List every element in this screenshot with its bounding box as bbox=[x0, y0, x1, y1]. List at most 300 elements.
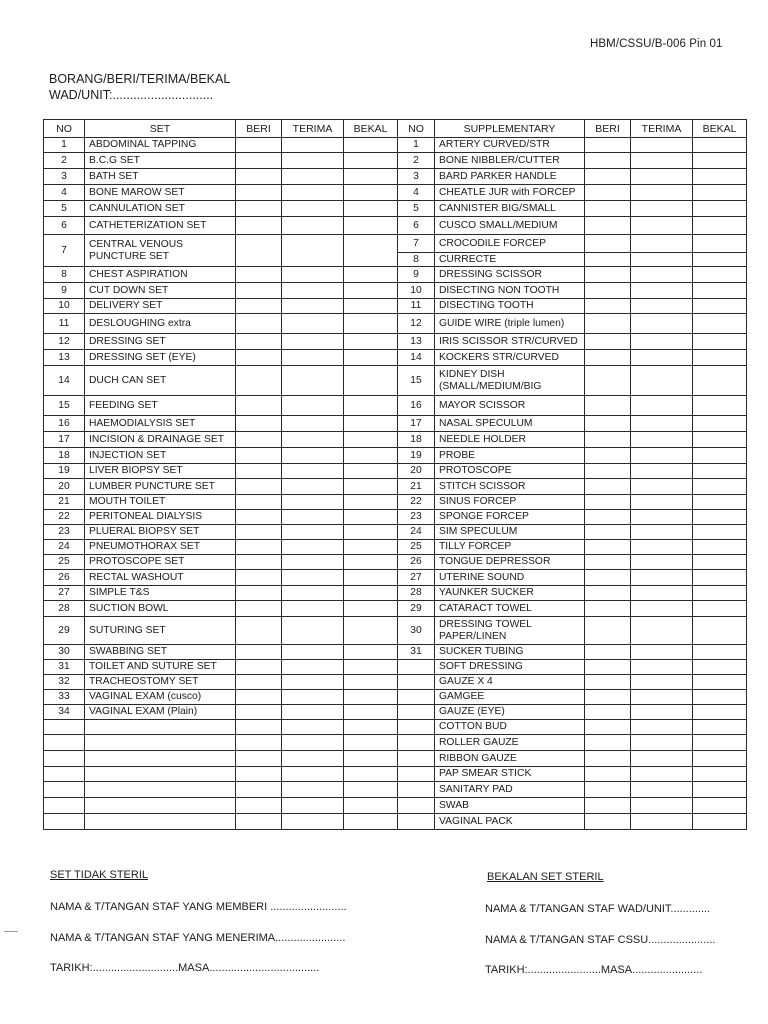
supplementary-bekal-cell[interactable] bbox=[693, 396, 747, 416]
form-title: BORANG/BERI/TERIMA/BEKAL bbox=[49, 72, 231, 86]
supplementary-beri-cell[interactable] bbox=[585, 350, 631, 366]
beri-cell[interactable] bbox=[236, 751, 282, 767]
bekal-cell[interactable] bbox=[344, 267, 398, 283]
terima-cell[interactable] bbox=[282, 814, 344, 830]
supplementary-beri-cell[interactable] bbox=[585, 814, 631, 830]
bekal-cell[interactable] bbox=[344, 299, 398, 314]
terima-cell[interactable] bbox=[282, 617, 344, 645]
table-row bbox=[44, 283, 747, 299]
beri-cell[interactable] bbox=[236, 555, 282, 570]
supplementary-beri-cell[interactable] bbox=[585, 138, 631, 153]
bekal-cell[interactable] bbox=[344, 283, 398, 299]
terima-cell[interactable] bbox=[282, 525, 344, 540]
supplementary-beri-cell[interactable] bbox=[585, 798, 631, 814]
supplementary-terima-cell[interactable] bbox=[631, 299, 693, 314]
terima-cell[interactable] bbox=[282, 479, 344, 495]
terima-cell[interactable] bbox=[282, 235, 344, 267]
supplementary-terima-cell[interactable] bbox=[631, 555, 693, 570]
supplementary-terima-cell[interactable] bbox=[631, 525, 693, 540]
supplementary-bekal-cell[interactable] bbox=[693, 601, 747, 617]
supplementary-bekal-cell[interactable] bbox=[693, 169, 747, 185]
beri-cell[interactable] bbox=[236, 396, 282, 416]
set-name: BATH SET bbox=[85, 169, 236, 185]
beri-cell[interactable] bbox=[236, 586, 282, 601]
supplementary-terima-cell[interactable] bbox=[631, 479, 693, 495]
supplementary-bekal-cell[interactable] bbox=[693, 448, 747, 464]
supplementary-beri-cell[interactable] bbox=[585, 540, 631, 555]
beri-cell[interactable] bbox=[236, 645, 282, 660]
supplementary-bekal-cell[interactable] bbox=[693, 267, 747, 283]
beri-cell[interactable] bbox=[236, 153, 282, 169]
supplementary-terima-cell[interactable] bbox=[631, 448, 693, 464]
beri-cell[interactable] bbox=[236, 416, 282, 432]
bekal-cell[interactable] bbox=[344, 570, 398, 586]
supplementary-beri-cell[interactable] bbox=[585, 586, 631, 601]
beri-cell[interactable] bbox=[236, 540, 282, 555]
bekal-cell[interactable] bbox=[344, 675, 398, 690]
supplementary-bekal-cell[interactable] bbox=[693, 299, 747, 314]
bekal-cell[interactable] bbox=[344, 350, 398, 366]
bekal-cell[interactable] bbox=[344, 767, 398, 782]
bekal-cell[interactable] bbox=[344, 782, 398, 798]
beri-cell[interactable] bbox=[236, 314, 282, 334]
set-name bbox=[85, 814, 236, 830]
supplementary-number: 3 bbox=[398, 169, 435, 185]
supplementary-terima-cell[interactable] bbox=[631, 153, 693, 169]
beri-cell[interactable] bbox=[236, 798, 282, 814]
supplementary-number: 31 bbox=[398, 645, 435, 660]
supplementary-number: 10 bbox=[398, 283, 435, 299]
supplementary-bekal-cell[interactable] bbox=[693, 366, 747, 396]
supplementary-number: 14 bbox=[398, 350, 435, 366]
beri-cell[interactable] bbox=[236, 366, 282, 396]
bekal-cell[interactable] bbox=[344, 334, 398, 350]
terima-cell[interactable] bbox=[282, 540, 344, 555]
beri-cell[interactable] bbox=[236, 267, 282, 283]
beri-cell[interactable] bbox=[236, 235, 282, 267]
beri-cell[interactable] bbox=[236, 464, 282, 479]
terima-cell[interactable] bbox=[282, 416, 344, 432]
supplementary-terima-cell[interactable] bbox=[631, 645, 693, 660]
supplementary-beri-cell[interactable] bbox=[585, 432, 631, 448]
beri-cell[interactable] bbox=[236, 479, 282, 495]
terima-cell[interactable] bbox=[282, 299, 344, 314]
supplementary-number: 8 bbox=[398, 253, 435, 267]
supplementary-bekal-cell[interactable] bbox=[693, 510, 747, 525]
header-no-supplementary: NO bbox=[398, 120, 435, 138]
supplementary-bekal-cell[interactable] bbox=[693, 495, 747, 510]
terima-cell[interactable] bbox=[282, 396, 344, 416]
supplementary-bekal-cell[interactable] bbox=[693, 153, 747, 169]
terima-cell[interactable] bbox=[282, 690, 344, 705]
supplementary-beri-cell[interactable] bbox=[585, 705, 631, 720]
supplementary-terima-cell[interactable] bbox=[631, 217, 693, 235]
cssu-staff-signature-line[interactable]: NAMA & T/TANGAN STAF CSSU...................... bbox=[485, 934, 716, 946]
supplementary-item: DRESSING TOWEL PAPER/LINEN bbox=[435, 617, 585, 645]
table-row bbox=[44, 396, 747, 416]
supplementary-terima-cell[interactable] bbox=[631, 617, 693, 645]
supplementary-beri-cell[interactable] bbox=[585, 169, 631, 185]
supplementary-number: 30 bbox=[398, 617, 435, 645]
beri-cell[interactable] bbox=[236, 334, 282, 350]
terima-cell[interactable] bbox=[282, 705, 344, 720]
supplementary-terima-cell[interactable] bbox=[631, 601, 693, 617]
beri-cell[interactable] bbox=[236, 217, 282, 235]
ward-unit-field[interactable]: WAD/UNIT:............................. bbox=[49, 88, 214, 102]
supplementary-terima-cell[interactable] bbox=[631, 350, 693, 366]
supplementary-bekal-cell[interactable] bbox=[693, 675, 747, 690]
supplementary-beri-cell[interactable] bbox=[585, 153, 631, 169]
supplementary-bekal-cell[interactable] bbox=[693, 617, 747, 645]
supplementary-terima-cell[interactable] bbox=[631, 675, 693, 690]
terima-cell[interactable] bbox=[282, 645, 344, 660]
terima-cell[interactable] bbox=[282, 153, 344, 169]
supplementary-terima-cell[interactable] bbox=[631, 570, 693, 586]
receiver-signature-line[interactable]: NAMA & T/TANGAN STAF YANG MENERIMA....................... bbox=[50, 932, 346, 944]
terima-cell[interactable] bbox=[282, 495, 344, 510]
bekal-cell[interactable] bbox=[344, 235, 398, 267]
bekal-cell[interactable] bbox=[344, 720, 398, 735]
beri-cell[interactable] bbox=[236, 299, 282, 314]
terima-cell[interactable] bbox=[282, 283, 344, 299]
supplementary-terima-cell[interactable] bbox=[631, 798, 693, 814]
beri-cell[interactable] bbox=[236, 601, 282, 617]
supplementary-beri-cell[interactable] bbox=[585, 299, 631, 314]
set-number: 29 bbox=[44, 617, 85, 645]
supplementary-terima-cell[interactable] bbox=[631, 586, 693, 601]
supplementary-bekal-cell[interactable] bbox=[693, 735, 747, 751]
supplementary-bekal-cell[interactable] bbox=[693, 479, 747, 495]
beri-cell[interactable] bbox=[236, 690, 282, 705]
bekal-cell[interactable] bbox=[344, 798, 398, 814]
supplementary-terima-cell[interactable] bbox=[631, 782, 693, 798]
supplementary-beri-cell[interactable] bbox=[585, 601, 631, 617]
beri-cell[interactable] bbox=[236, 495, 282, 510]
terima-cell[interactable] bbox=[282, 767, 344, 782]
date-time-line-right[interactable]: TARIKH:........................MASA....................... bbox=[485, 964, 703, 976]
beri-cell[interactable] bbox=[236, 735, 282, 751]
bekal-cell[interactable] bbox=[344, 464, 398, 479]
terima-cell[interactable] bbox=[282, 201, 344, 217]
supplementary-terima-cell[interactable] bbox=[631, 334, 693, 350]
terima-cell[interactable] bbox=[282, 735, 344, 751]
beri-cell[interactable] bbox=[236, 720, 282, 735]
supplementary-bekal-cell[interactable] bbox=[693, 283, 747, 299]
supplementary-bekal-cell[interactable] bbox=[693, 432, 747, 448]
terima-cell[interactable] bbox=[282, 432, 344, 448]
set-name: TRACHEOSTOMY SET bbox=[85, 675, 236, 690]
supplementary-bekal-cell[interactable] bbox=[693, 464, 747, 479]
bekal-cell[interactable] bbox=[344, 690, 398, 705]
terima-cell[interactable] bbox=[282, 510, 344, 525]
bekal-cell[interactable] bbox=[344, 645, 398, 660]
bekal-cell[interactable] bbox=[344, 153, 398, 169]
bekal-cell[interactable] bbox=[344, 586, 398, 601]
bekal-cell[interactable] bbox=[344, 617, 398, 645]
set-number: 2 bbox=[44, 153, 85, 169]
terima-cell[interactable] bbox=[282, 782, 344, 798]
supplementary-bekal-cell[interactable] bbox=[693, 201, 747, 217]
beri-cell[interactable] bbox=[236, 185, 282, 201]
supplementary-number: 27 bbox=[398, 570, 435, 586]
set-number: 1 bbox=[44, 138, 85, 153]
header-no: NO bbox=[44, 120, 85, 138]
supplementary-bekal-cell[interactable] bbox=[693, 645, 747, 660]
terima-cell[interactable] bbox=[282, 350, 344, 366]
supplementary-terima-cell[interactable] bbox=[631, 253, 693, 267]
supplementary-beri-cell[interactable] bbox=[585, 751, 631, 767]
supplementary-bekal-cell[interactable] bbox=[693, 767, 747, 782]
bekal-cell[interactable] bbox=[344, 751, 398, 767]
beri-cell[interactable] bbox=[236, 675, 282, 690]
beri-cell[interactable] bbox=[236, 138, 282, 153]
supplementary-terima-cell[interactable] bbox=[631, 235, 693, 253]
bekal-cell[interactable] bbox=[344, 555, 398, 570]
supplementary-number: 18 bbox=[398, 432, 435, 448]
set-name bbox=[85, 751, 236, 767]
supplementary-beri-cell[interactable] bbox=[585, 495, 631, 510]
beri-cell[interactable] bbox=[236, 283, 282, 299]
terima-cell[interactable] bbox=[282, 660, 344, 675]
supplementary-beri-cell[interactable] bbox=[585, 782, 631, 798]
supplementary-bekal-cell[interactable] bbox=[693, 690, 747, 705]
supplementary-terima-cell[interactable] bbox=[631, 540, 693, 555]
bekal-cell[interactable] bbox=[344, 169, 398, 185]
supplementary-beri-cell[interactable] bbox=[585, 645, 631, 660]
bekal-cell[interactable] bbox=[344, 525, 398, 540]
supplementary-beri-cell[interactable] bbox=[585, 185, 631, 201]
supplementary-number bbox=[398, 735, 435, 751]
terima-cell[interactable] bbox=[282, 314, 344, 334]
supplementary-beri-cell[interactable] bbox=[585, 464, 631, 479]
supplementary-terima-cell[interactable] bbox=[631, 690, 693, 705]
bekal-cell[interactable] bbox=[344, 814, 398, 830]
supplementary-terima-cell[interactable] bbox=[631, 751, 693, 767]
terima-cell[interactable] bbox=[282, 555, 344, 570]
supplementary-terima-cell[interactable] bbox=[631, 185, 693, 201]
supplementary-bekal-cell[interactable] bbox=[693, 705, 747, 720]
beri-cell[interactable] bbox=[236, 350, 282, 366]
supplementary-bekal-cell[interactable] bbox=[693, 314, 747, 334]
beri-cell[interactable] bbox=[236, 814, 282, 830]
bekal-cell[interactable] bbox=[344, 366, 398, 396]
terima-cell[interactable] bbox=[282, 570, 344, 586]
terima-cell[interactable] bbox=[282, 448, 344, 464]
terima-cell[interactable] bbox=[282, 601, 344, 617]
supplementary-bekal-cell[interactable] bbox=[693, 334, 747, 350]
supplementary-bekal-cell[interactable] bbox=[693, 782, 747, 798]
terima-cell[interactable] bbox=[282, 185, 344, 201]
supplementary-beri-cell[interactable] bbox=[585, 525, 631, 540]
set-number: 10 bbox=[44, 299, 85, 314]
beri-cell[interactable] bbox=[236, 767, 282, 782]
bekal-cell[interactable] bbox=[344, 540, 398, 555]
supplementary-bekal-cell[interactable] bbox=[693, 555, 747, 570]
supplementary-bekal-cell[interactable] bbox=[693, 217, 747, 235]
supplementary-bekal-cell[interactable] bbox=[693, 235, 747, 253]
supplementary-beri-cell[interactable] bbox=[585, 448, 631, 464]
supplementary-beri-cell[interactable] bbox=[585, 314, 631, 334]
supplementary-terima-cell[interactable] bbox=[631, 432, 693, 448]
supplementary-beri-cell[interactable] bbox=[585, 660, 631, 675]
beri-cell[interactable] bbox=[236, 782, 282, 798]
bekal-cell[interactable] bbox=[344, 185, 398, 201]
supplementary-terima-cell[interactable] bbox=[631, 767, 693, 782]
supplementary-beri-cell[interactable] bbox=[585, 555, 631, 570]
supplementary-number bbox=[398, 660, 435, 675]
supplementary-beri-cell[interactable] bbox=[585, 217, 631, 235]
set-name: BONE MAROW SET bbox=[85, 185, 236, 201]
beri-cell[interactable] bbox=[236, 510, 282, 525]
set-number: 24 bbox=[44, 540, 85, 555]
supplementary-bekal-cell[interactable] bbox=[693, 185, 747, 201]
supplementary-beri-cell[interactable] bbox=[585, 201, 631, 217]
beri-cell[interactable] bbox=[236, 448, 282, 464]
supplementary-beri-cell[interactable] bbox=[585, 479, 631, 495]
terima-cell[interactable] bbox=[282, 217, 344, 235]
supplementary-terima-cell[interactable] bbox=[631, 464, 693, 479]
supplementary-terima-cell[interactable] bbox=[631, 735, 693, 751]
supplementary-terima-cell[interactable] bbox=[631, 495, 693, 510]
set-number bbox=[44, 720, 85, 735]
supplementary-number: 12 bbox=[398, 314, 435, 334]
supplementary-bekal-cell[interactable] bbox=[693, 586, 747, 601]
supplementary-beri-cell[interactable] bbox=[585, 735, 631, 751]
supplementary-number: 21 bbox=[398, 479, 435, 495]
supplementary-beri-cell[interactable] bbox=[585, 675, 631, 690]
supplementary-beri-cell[interactable] bbox=[585, 570, 631, 586]
supplementary-beri-cell[interactable] bbox=[585, 283, 631, 299]
supplementary-bekal-cell[interactable] bbox=[693, 720, 747, 735]
giver-signature-line[interactable]: NAMA & T/TANGAN STAF YANG MEMBERI ......................... bbox=[50, 901, 347, 913]
supplementary-bekal-cell[interactable] bbox=[693, 751, 747, 767]
bekal-cell[interactable] bbox=[344, 735, 398, 751]
supplementary-bekal-cell[interactable] bbox=[693, 798, 747, 814]
terima-cell[interactable] bbox=[282, 720, 344, 735]
set-number: 12 bbox=[44, 334, 85, 350]
bekal-cell[interactable] bbox=[344, 138, 398, 153]
supplementary-bekal-cell[interactable] bbox=[693, 660, 747, 675]
bekal-cell[interactable] bbox=[344, 510, 398, 525]
supplementary-beri-cell[interactable] bbox=[585, 235, 631, 253]
supplementary-beri-cell[interactable] bbox=[585, 510, 631, 525]
bekal-cell[interactable] bbox=[344, 396, 398, 416]
supplementary-beri-cell[interactable] bbox=[585, 720, 631, 735]
beri-cell[interactable] bbox=[236, 432, 282, 448]
supplementary-terima-cell[interactable] bbox=[631, 510, 693, 525]
terima-cell[interactable] bbox=[282, 138, 344, 153]
table-row bbox=[44, 782, 747, 798]
terima-cell[interactable] bbox=[282, 334, 344, 350]
supplementary-beri-cell[interactable] bbox=[585, 267, 631, 283]
supplementary-bekal-cell[interactable] bbox=[693, 540, 747, 555]
supplementary-bekal-cell[interactable] bbox=[693, 416, 747, 432]
bekal-cell[interactable] bbox=[344, 660, 398, 675]
beri-cell[interactable] bbox=[236, 169, 282, 185]
supplementary-bekal-cell[interactable] bbox=[693, 350, 747, 366]
supplementary-item: SPONGE FORCEP bbox=[435, 510, 585, 525]
beri-cell[interactable] bbox=[236, 617, 282, 645]
supplementary-terima-cell[interactable] bbox=[631, 705, 693, 720]
beri-cell[interactable] bbox=[236, 570, 282, 586]
date-time-line-left[interactable]: TARIKH:............................MASA.................................... bbox=[50, 962, 320, 974]
set-number: 18 bbox=[44, 448, 85, 464]
terima-cell[interactable] bbox=[282, 586, 344, 601]
terima-cell[interactable] bbox=[282, 267, 344, 283]
supplementary-terima-cell[interactable] bbox=[631, 814, 693, 830]
beri-cell[interactable] bbox=[236, 201, 282, 217]
supplementary-number bbox=[398, 798, 435, 814]
terima-cell[interactable] bbox=[282, 675, 344, 690]
supplementary-bekal-cell[interactable] bbox=[693, 253, 747, 267]
supplementary-beri-cell[interactable] bbox=[585, 366, 631, 396]
table-row bbox=[44, 720, 747, 735]
supplementary-beri-cell[interactable] bbox=[585, 253, 631, 267]
table-row bbox=[44, 350, 747, 366]
bekal-cell[interactable] bbox=[344, 217, 398, 235]
set-number: 15 bbox=[44, 396, 85, 416]
supplementary-number: 11 bbox=[398, 299, 435, 314]
bekal-cell[interactable] bbox=[344, 314, 398, 334]
ward-staff-signature-line[interactable]: NAMA & T/TANGAN STAF WAD/UNIT............. bbox=[485, 903, 711, 915]
supplementary-beri-cell[interactable] bbox=[585, 690, 631, 705]
bekal-cell[interactable] bbox=[344, 201, 398, 217]
supplementary-bekal-cell[interactable] bbox=[693, 570, 747, 586]
beri-cell[interactable] bbox=[236, 705, 282, 720]
scan-margin-mark bbox=[4, 931, 18, 932]
terima-cell[interactable] bbox=[282, 366, 344, 396]
supplementary-terima-cell[interactable] bbox=[631, 396, 693, 416]
supplementary-terima-cell[interactable] bbox=[631, 660, 693, 675]
supplementary-beri-cell[interactable] bbox=[585, 396, 631, 416]
supplementary-terima-cell[interactable] bbox=[631, 366, 693, 396]
non-sterile-heading: SET TIDAK STERIL bbox=[50, 869, 149, 881]
supplementary-beri-cell[interactable] bbox=[585, 334, 631, 350]
bekal-cell[interactable] bbox=[344, 601, 398, 617]
bekal-cell[interactable] bbox=[344, 705, 398, 720]
supplementary-terima-cell[interactable] bbox=[631, 138, 693, 153]
supplementary-item: SIM SPECULUM bbox=[435, 525, 585, 540]
supplementary-bekal-cell[interactable] bbox=[693, 138, 747, 153]
terima-cell[interactable] bbox=[282, 464, 344, 479]
supplementary-terima-cell[interactable] bbox=[631, 720, 693, 735]
supplementary-terima-cell[interactable] bbox=[631, 169, 693, 185]
terima-cell[interactable] bbox=[282, 798, 344, 814]
header-terima: TERIMA bbox=[282, 120, 344, 138]
supplementary-terima-cell[interactable] bbox=[631, 314, 693, 334]
supplementary-beri-cell[interactable] bbox=[585, 767, 631, 782]
supplementary-terima-cell[interactable] bbox=[631, 416, 693, 432]
bekal-cell[interactable] bbox=[344, 495, 398, 510]
terima-cell[interactable] bbox=[282, 751, 344, 767]
supplementary-terima-cell[interactable] bbox=[631, 201, 693, 217]
bekal-cell[interactable] bbox=[344, 479, 398, 495]
bekal-cell[interactable] bbox=[344, 432, 398, 448]
supplementary-terima-cell[interactable] bbox=[631, 267, 693, 283]
terima-cell[interactable] bbox=[282, 169, 344, 185]
supplementary-beri-cell[interactable] bbox=[585, 617, 631, 645]
beri-cell[interactable] bbox=[236, 525, 282, 540]
supplementary-beri-cell[interactable] bbox=[585, 416, 631, 432]
supplementary-terima-cell[interactable] bbox=[631, 283, 693, 299]
supplementary-bekal-cell[interactable] bbox=[693, 814, 747, 830]
beri-cell[interactable] bbox=[236, 660, 282, 675]
reference-code: HBM/CSSU/B-006 Pin 01 bbox=[590, 38, 723, 50]
bekal-cell[interactable] bbox=[344, 416, 398, 432]
bekal-cell[interactable] bbox=[344, 448, 398, 464]
set-name: DRESSING SET bbox=[85, 334, 236, 350]
supplementary-bekal-cell[interactable] bbox=[693, 525, 747, 540]
